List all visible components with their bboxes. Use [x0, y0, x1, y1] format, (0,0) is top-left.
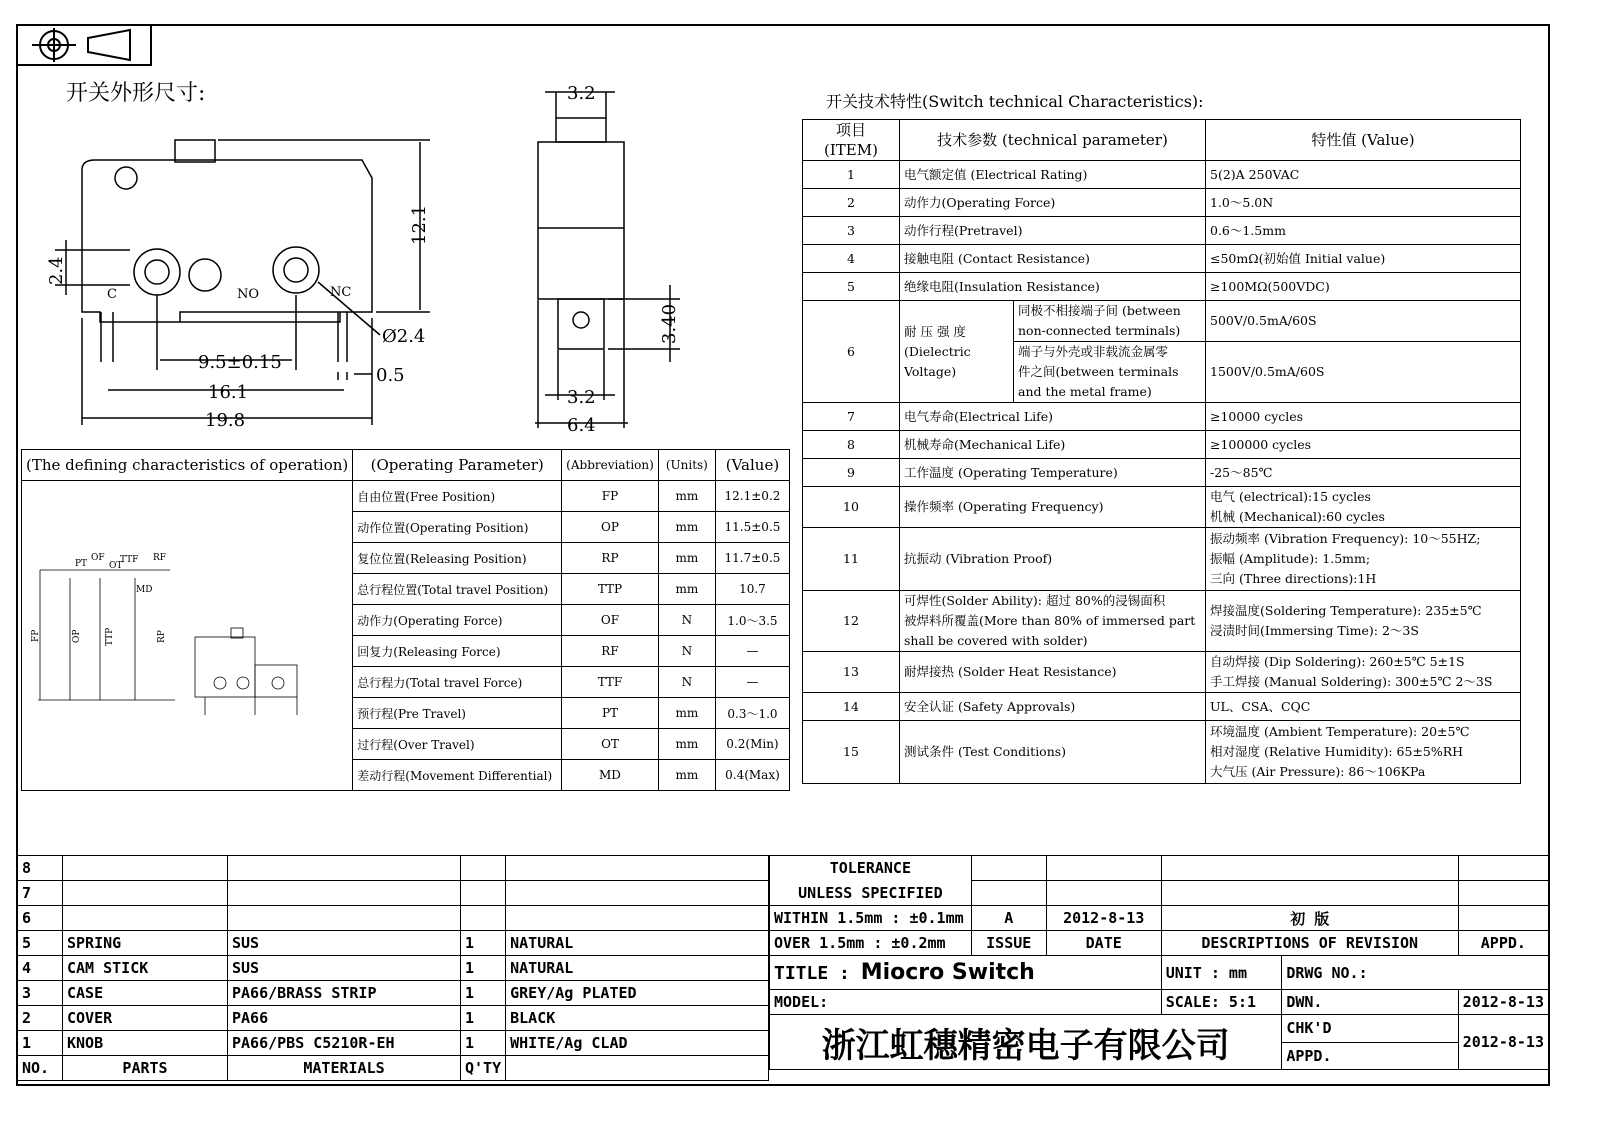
bom-no: 3	[18, 981, 63, 1006]
bom-part: SPRING	[63, 931, 228, 956]
op-abbr: RF	[562, 636, 659, 667]
op-param: 差动行程(Movement Differential)	[353, 760, 562, 791]
dim-end-top: 3.2	[567, 83, 596, 104]
tech-item-no: 5	[803, 273, 900, 301]
op-unit: mm	[658, 698, 715, 729]
op-abbr: TTF	[562, 667, 659, 698]
bom-material	[228, 881, 461, 906]
tech-h-value: 特性值 (Value)	[1206, 120, 1521, 161]
tech-row	[803, 693, 1521, 721]
dielectric-v1: 500V/0.5mA/60S	[1206, 301, 1521, 342]
bom-finish	[506, 881, 769, 906]
tech-row	[803, 528, 1521, 591]
bom-row	[18, 1031, 769, 1056]
bom-qty: 1	[461, 1006, 506, 1031]
bom-no: 1	[18, 1031, 63, 1056]
tech-param: 动作行程(Pretravel)	[900, 217, 1206, 245]
bom-qty: 1	[461, 1031, 506, 1056]
op-value: 0.4(Max)	[715, 760, 789, 791]
tech-item-no: 12	[803, 591, 900, 652]
op-label-fp: FP	[31, 629, 41, 642]
bom-header-row	[18, 1056, 769, 1081]
op-abbr: FP	[562, 481, 659, 512]
op-param: 总行程力(Total travel Force)	[353, 667, 562, 698]
op-label-of: OF	[91, 553, 105, 563]
tech-value: UL、CSA、CQC	[1206, 693, 1521, 721]
title-value: Miocro Switch	[860, 960, 1035, 985]
tech-value: ≥100MΩ(500VDC)	[1206, 273, 1521, 301]
tech-row-6	[803, 301, 1521, 342]
dim-0-5: 0.5	[376, 365, 405, 386]
tech-param: 动作力(Operating Force)	[900, 189, 1206, 217]
bom-no: 4	[18, 956, 63, 981]
dim-end-bottom: 3.2	[567, 387, 596, 408]
dielectric-sub2: 端子与外壳或非载流金属零 件之间(between terminals and the metal frame)	[1014, 342, 1206, 403]
dielectric-sub1: 同极不相接端子间 (between non-connected terminals)	[1014, 301, 1206, 342]
tech-item-no: 6	[803, 301, 900, 403]
bom-material: PA66/PBS C5210R-EH	[228, 1031, 461, 1056]
tech-item-no: 3	[803, 217, 900, 245]
tech-param: 机械寿命(Mechanical Life)	[900, 431, 1206, 459]
op-abbr: RP	[562, 543, 659, 574]
bom-material: SUS	[228, 956, 461, 981]
bom-qty: 1	[461, 931, 506, 956]
tech-row	[803, 652, 1521, 693]
bom-qty	[461, 856, 506, 881]
dim-phi-2-4: Ø2.4	[382, 326, 426, 347]
title-label: TITLE :	[774, 963, 850, 984]
tech-row	[803, 217, 1521, 245]
bom-row	[18, 906, 769, 931]
tech-param: 绝缘电阻(Insulation Resistance)	[900, 273, 1206, 301]
bom-h-finish	[506, 1056, 769, 1081]
op-h-param: (Operating Parameter)	[353, 450, 562, 481]
op-h-units: (Units)	[658, 450, 715, 481]
rev-desc: 初 版	[1161, 906, 1458, 931]
model: MODEL:	[770, 990, 1162, 1015]
bom-qty: 1	[461, 981, 506, 1006]
tech-row	[803, 245, 1521, 273]
h-issue: ISSUE	[971, 931, 1046, 956]
tech-item-no: 15	[803, 721, 900, 784]
tech-row	[803, 459, 1521, 487]
h-appd: APPD.	[1458, 931, 1548, 956]
tech-row	[803, 161, 1521, 189]
op-abbr: MD	[562, 760, 659, 791]
tech-item-no: 10	[803, 487, 900, 528]
op-unit: mm	[658, 729, 715, 760]
dim-16-1: 16.1	[208, 382, 249, 403]
op-abbr: TTP	[562, 574, 659, 605]
appd-label: APPD.	[1282, 1042, 1458, 1070]
op-unit: N	[658, 605, 715, 636]
bom-qty: 1	[461, 956, 506, 981]
op-value: —	[715, 636, 789, 667]
tech-header-row	[803, 120, 1521, 161]
bom-no: 6	[18, 906, 63, 931]
tech-param: 耐焊接热 (Solder Heat Resistance)	[900, 652, 1206, 693]
end-view	[535, 92, 680, 428]
op-value: 11.7±0.5	[715, 543, 789, 574]
dim-end-tab: 3.40	[659, 303, 680, 344]
dielectric-v2: 1500V/0.5mA/60S	[1206, 342, 1521, 403]
bom-finish: BLACK	[506, 1006, 769, 1031]
bom-finish: GREY/Ag PLATED	[506, 981, 769, 1006]
drwg-no: DRWG NO.:	[1282, 956, 1549, 990]
op-value: —	[715, 667, 789, 698]
op-h-value: (Value)	[715, 450, 789, 481]
op-unit: N	[658, 667, 715, 698]
bom-material: PA66	[228, 1006, 461, 1031]
bom-material	[228, 906, 461, 931]
tech-param: 操作频率 (Operating Frequency)	[900, 487, 1206, 528]
op-param: 动作力(Operating Force)	[353, 605, 562, 636]
bom-finish: NATURAL	[506, 956, 769, 981]
bom-no: 2	[18, 1006, 63, 1031]
op-param: 复位位置(Releasing Position)	[353, 543, 562, 574]
unit-cell: UNIT : mm	[1161, 956, 1282, 990]
tech-row	[803, 591, 1521, 652]
tech-param: 可焊性(Solder Ability): 超过 80%的浸锡面积 被焊料所覆盖(More than 80% of immersed part shall be covered with solder)	[900, 591, 1206, 652]
bom-h-materials: MATERIALS	[228, 1056, 461, 1081]
dim-end-width: 6.4	[567, 415, 596, 436]
dimensions-title: 开关外形尺寸:	[66, 81, 206, 106]
op-param: 动作位置(Operating Position)	[353, 512, 562, 543]
title-block	[769, 855, 1549, 1070]
op-abbr: OF	[562, 605, 659, 636]
op-param: 预行程(Pre Travel)	[353, 698, 562, 729]
op-label-ttp: TTP	[105, 627, 115, 646]
tech-value: ≥10000 cycles	[1206, 403, 1521, 431]
tech-row	[803, 487, 1521, 528]
bom-no: 7	[18, 881, 63, 906]
title-cell	[770, 956, 1162, 990]
op-label-rp: RP	[157, 630, 167, 643]
op-label-ttf: TTF	[120, 555, 139, 565]
tech-param: 电气额定值 (Electrical Rating)	[900, 161, 1206, 189]
op-abbr: OT	[562, 729, 659, 760]
tech-value: 0.6～1.5mm	[1206, 217, 1521, 245]
tech-row	[803, 403, 1521, 431]
op-abbr: PT	[562, 698, 659, 729]
tech-item-no: 4	[803, 245, 900, 273]
tol-4: OVER 1.5mm : ±0.2mm	[770, 931, 972, 956]
bom-part: CAM STICK	[63, 956, 228, 981]
tech-item-no: 7	[803, 403, 900, 431]
tech-row	[803, 189, 1521, 217]
tech-item-no: 14	[803, 693, 900, 721]
bom-h-qty: Q'TY	[461, 1056, 506, 1081]
bom-part	[63, 906, 228, 931]
tech-value: 自动焊接 (Dip Soldering): 260±5℃ 5±1S 手工焊接 (Manual Soldering): 300±5℃ 2～3S	[1206, 652, 1521, 693]
tech-value: ≥100000 cycles	[1206, 431, 1521, 459]
op-unit: N	[658, 636, 715, 667]
op-value: 11.5±0.5	[715, 512, 789, 543]
op-param: 过行程(Over Travel)	[353, 729, 562, 760]
tech-item-no: 8	[803, 431, 900, 459]
label-c: C	[107, 287, 117, 302]
company-name: 浙江虹穗精密电子有限公司	[770, 1015, 1282, 1070]
bom-material: SUS	[228, 931, 461, 956]
h-date: DATE	[1046, 931, 1161, 956]
op-label-ot: OT	[109, 561, 123, 571]
chkd-date: 2012-8-13	[1458, 1015, 1548, 1070]
tech-param: 电气寿命(Electrical Life)	[900, 403, 1206, 431]
op-label-op: OP	[72, 629, 82, 643]
tech-table	[802, 119, 1521, 784]
dim-12-1: 12.1	[409, 204, 430, 245]
tech-row	[803, 273, 1521, 301]
tech-value: ≤50mΩ(初始值 Initial value)	[1206, 245, 1521, 273]
op-value: 0.2(Min)	[715, 729, 789, 760]
tech-value: 环境温度 (Ambient Temperature): 20±5℃ 相对湿度 (Relative Humidity): 65±5%RH 大气压 (Air Pressure): 86～106KPa	[1206, 721, 1521, 784]
dim-2-4: 2.4	[46, 256, 67, 285]
bom-part: KNOB	[63, 1031, 228, 1056]
rev-date: 2012-8-13	[1046, 906, 1161, 931]
op-value: 1.0～3.5	[715, 605, 789, 636]
bom-finish: NATURAL	[506, 931, 769, 956]
tech-value: -25～85℃	[1206, 459, 1521, 487]
tech-item-no: 11	[803, 528, 900, 591]
op-label-rf: RF	[153, 553, 167, 563]
bom-qty	[461, 881, 506, 906]
bom-h-parts: PARTS	[63, 1056, 228, 1081]
op-value: 12.1±0.2	[715, 481, 789, 512]
op-unit: mm	[658, 481, 715, 512]
bom-row	[18, 856, 769, 881]
bom-table	[17, 855, 769, 1081]
op-label-md: MD	[136, 585, 153, 595]
tech-value: 1.0～5.0N	[1206, 189, 1521, 217]
projection-symbol-icon	[17, 25, 151, 65]
tech-row	[803, 431, 1521, 459]
op-unit: mm	[658, 574, 715, 605]
tech-param: 接触电阻 (Contact Resistance)	[900, 245, 1206, 273]
op-unit: mm	[658, 760, 715, 791]
bom-row	[18, 956, 769, 981]
op-row	[22, 481, 790, 512]
bom-no: 8	[18, 856, 63, 881]
op-unit: mm	[658, 512, 715, 543]
tol-1: TOLERANCE	[770, 856, 972, 881]
dielectric-label: 耐 压 强 度 (Dielectric Voltage)	[900, 301, 1014, 403]
bom-row	[18, 1006, 769, 1031]
op-unit: mm	[658, 543, 715, 574]
bom-row	[18, 981, 769, 1006]
bom-part: COVER	[63, 1006, 228, 1031]
bom-finish: WHITE/Ag CLAD	[506, 1031, 769, 1056]
dim-19-8: 19.8	[205, 410, 246, 431]
tech-param: 安全认证 (Safety Approvals)	[900, 693, 1206, 721]
op-param: 回复力(Releasing Force)	[353, 636, 562, 667]
bom-finish	[506, 906, 769, 931]
bom-qty	[461, 906, 506, 931]
op-value: 0.3～1.0	[715, 698, 789, 729]
op-label-pt: PT	[75, 559, 88, 569]
tech-value: 5(2)A 250VAC	[1206, 161, 1521, 189]
label-no: NO	[237, 287, 260, 302]
tech-value: 振动频率 (Vibration Frequency): 10～55HZ; 振幅 (Amplitude): 1.5mm; 三向 (Three directions):1H	[1206, 528, 1521, 591]
op-abbr: OP	[562, 512, 659, 543]
bom-h-no: NO.	[18, 1056, 63, 1081]
tech-row	[803, 721, 1521, 784]
bom-row	[18, 881, 769, 906]
bom-material: PA66/BRASS STRIP	[228, 981, 461, 1006]
op-h-defining: (The defining characteristics of operation)	[22, 450, 353, 481]
bom-part: CASE	[63, 981, 228, 1006]
tech-param: 工作温度 (Operating Temperature)	[900, 459, 1206, 487]
bom-part	[63, 881, 228, 906]
h-desc: DESCRIPTIONS OF REVISION	[1161, 931, 1458, 956]
bom-row	[18, 931, 769, 956]
rev-letter: A	[971, 906, 1046, 931]
tech-item-no: 1	[803, 161, 900, 189]
tol-3: WITHIN 1.5mm : ±0.1mm	[770, 906, 972, 931]
tech-item-no: 13	[803, 652, 900, 693]
tech-value: 焊接温度(Soldering Temperature): 235±5℃ 浸渍时间(Immersing Time): 2～3S	[1206, 591, 1521, 652]
tech-param: 抗振动 (Vibration Proof)	[900, 528, 1206, 591]
dim-9-5: 9.5±0.15	[198, 352, 282, 373]
op-h-abbr: (Abbreviation)	[562, 450, 659, 481]
tech-item-no: 9	[803, 459, 900, 487]
dwn-label: DWN.	[1282, 990, 1458, 1015]
label-nc: NC	[330, 285, 352, 300]
tech-param: 测试条件 (Test Conditions)	[900, 721, 1206, 784]
tech-title: 开关技术特性(Switch technical Characteristics):	[826, 92, 1204, 111]
tech-value: 电气 (electrical):15 cycles 机械 (Mechanical):60 cycles	[1206, 487, 1521, 528]
bom-material	[228, 856, 461, 881]
op-param: 总行程位置(Total travel Position)	[353, 574, 562, 605]
tol-2: UNLESS SPECIFIED	[770, 881, 972, 906]
tech-h-param: 技术参数 (technical parameter)	[900, 120, 1206, 161]
op-diagram-cell	[22, 481, 353, 791]
tech-item-no: 2	[803, 189, 900, 217]
bom-part	[63, 856, 228, 881]
chkd-label: CHK'D	[1282, 1015, 1458, 1043]
bom-no: 5	[18, 931, 63, 956]
tech-h-item: 项目 (ITEM)	[803, 120, 900, 161]
scale: SCALE: 5:1	[1161, 990, 1282, 1015]
bom-finish	[506, 856, 769, 881]
operation-table	[21, 449, 790, 791]
op-param: 自由位置(Free Position)	[353, 481, 562, 512]
op-value: 10.7	[715, 574, 789, 605]
dwn-date: 2012-8-13	[1458, 990, 1548, 1015]
